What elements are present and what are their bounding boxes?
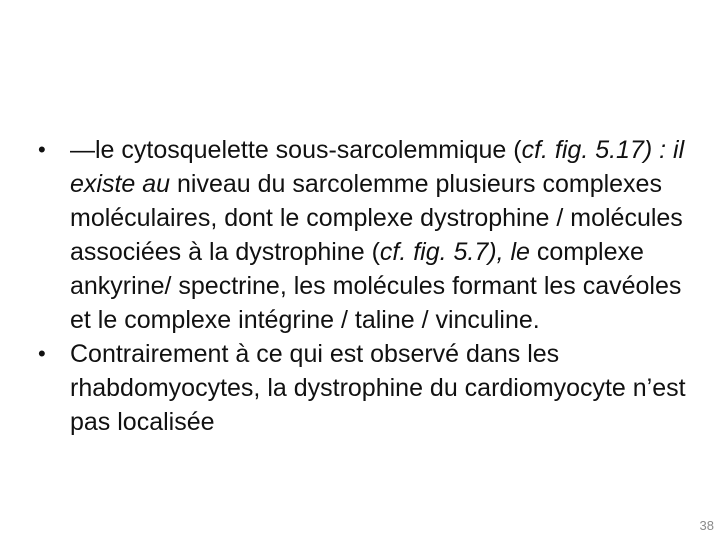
page-number: 38 — [699, 518, 714, 533]
bullet-text — [70, 136, 684, 334]
text-run: niveau du sarcolemme plusieurs complexes moléculaires, dont le complexe dystrophine / molécules associées à la dystrophine ( — [70, 170, 683, 266]
text-run: complexe ankyrine/ spectrine, les molécules formant les cavéoles et le complexe intégrine / taline / vinculine. — [70, 238, 682, 334]
bullet-item — [35, 133, 695, 337]
text-run: Contrairement à ce qui est observé dans les rhabdomyocytes, la dystrophine du cardiomyocyte n’est pas localisée — [70, 340, 686, 436]
bullet-list — [35, 133, 695, 439]
text-run-italic: cf. fig. 5.7), le — [379, 238, 530, 266]
bullet-text — [70, 340, 686, 436]
bullet-point-icon: • — [38, 137, 46, 162]
bullet-point-icon: • — [38, 341, 46, 366]
text-run-italic: cf. fig. 5.17) : il existe au — [70, 136, 685, 198]
text-run: —le cytosquelette sous-sarcolemmique ( — [70, 136, 522, 164]
bullet-item — [35, 337, 695, 439]
